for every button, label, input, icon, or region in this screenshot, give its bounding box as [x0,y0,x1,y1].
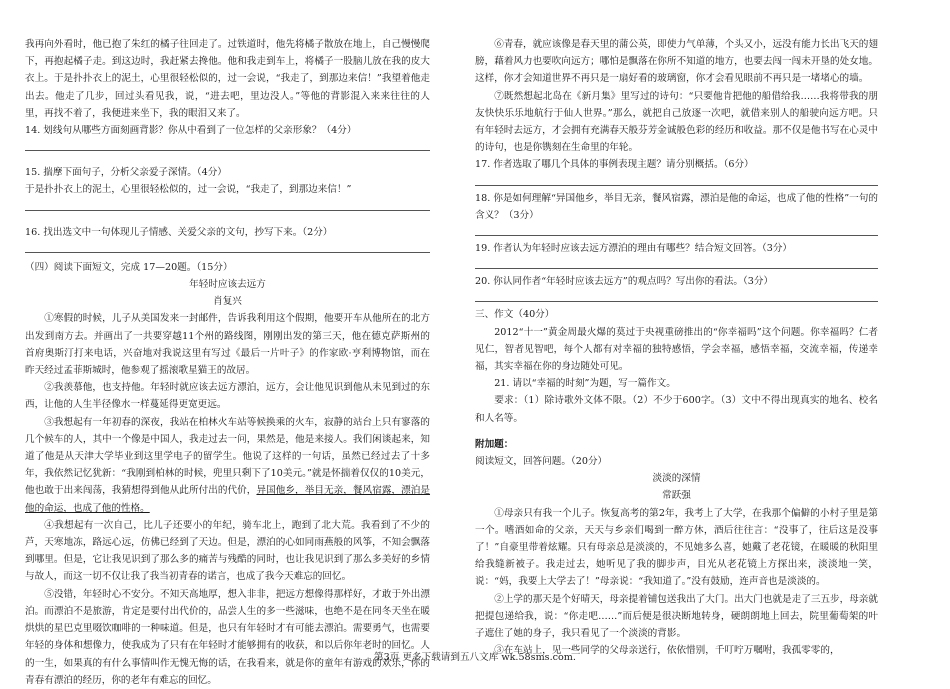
question-14: 14. 划线句从哪些方面刻画背影？你从中看到了一位怎样的父亲形象？（4分） [25,125,357,137]
underlined-sentence: 异国他乡，举目无亲，餐风宿露，漂泊是他的命运，也成了他的性格。 [25,485,431,514]
article-paragraph-3-text: ③我想起有一年初春的深夜，我站在柏林火车站等候换乘的火车，寂静的站台上只有寥落的几个候车的人，其中一个像是中国人，我走过去一问，果然是，他是来接人。我们闲谈起来，知道了他是从天津大学毕业到这里学电子的留学生。他说了这样的一句话，虽然已经过去了十多年，我依然记忆犹新：“我刚到柏林的时候，兜里只剩下了10美元。”就是怀揣着仅仅的10美元，他也敢于出来闯荡，我猜想得到他从此所付出的代价， [25,416,430,497]
bonus-instruction: 阅读短文，回答问题。（20分） [475,456,608,468]
answer-line[interactable] [475,224,878,236]
question-19: 19. 作者认为年轻时应该去远方漂泊的理由有哪些？结合短文回答。（3分） [475,243,793,255]
answer-line[interactable] [475,174,878,186]
article-paragraph-4: ④我想起有一次自己，比儿子还要小的年纪，骑车北上，跑到了北大荒。我看到了不少的芦，天寒地冻，路远心远，仿佛已经到了天边。但是，漂泊的心如同雨燕般的风筝，不知会飘落到哪里。但是，它让我见识到了那么多的痛苦与残酷的同时，也让我见识到了那么多美好的乡情与故人，而这一切不仅让我了我当初青春的诺言，也成了我今天难忘的回忆。 [25,519,430,583]
left-column [25,36,430,689]
article-author: 肖复兴 [213,296,242,308]
paragraph: 我再向外看时，他已抱了朱红的橘子往回走了。过铁道时，他先将橘子散放在地上，自己慢慢爬下，再抱起橘子走。到这边时，我赶紧去搀他。他和我走到车上，将橘子一股脑儿放在我的皮大衣上。于是扑扑衣上的泥土，心里很轻松似的，过一会说，“我走了，到那边来信！”我望着他走出去。他走了几步，回过头看见我，说，“进去吧，里边没人。”等他的背影混入来来往往的人里，再找不着了，我便进来坐下，我的眼泪又来了。 [25,39,430,119]
answer-line[interactable] [25,241,430,253]
essay-question-21: 21. 请以“幸福的时刻”为题，写一篇作文。 [494,378,676,390]
answer-line[interactable] [25,199,430,211]
story-author: 常跃强 [662,490,691,502]
article-paragraph-7: ⑦既然想起北岛在《新月集》里写过的诗句：“只要他肯把他的船借给我……我将带我的朋友快快乐乐地航行于仙人世界。”那么，就把自己放逐一次吧，就借来别人的船驶向远方吧。只有年轻时去远方，才会拥有充满春天般芬芳金诚般色彩的经历和收益。那不仅是他书写在心灵中的诗句，也是你镌刻在生命里的年轮。 [475,90,878,154]
question-18: 18. 你是如何理解“异国他乡，举目无亲，餐风宿露，漂泊是他的命运，也成了他的性格”一句的含义？（3分） [475,192,878,221]
question-16: 16. 找出选文中一句体现儿子情感、关爱父亲的文句，抄写下来。（2分） [25,226,333,238]
article-paragraph-5: ⑤没错，年轻时心不安分。不知天高地厚，想入非非，把远方想像得那样好，才敢于外出漂泊。而漂泊不是旅游，肯定是要付出代价的，品尝人生的多一些滋味，也绝不是在同冬天坐在暖烘烘的星巴克里啜饮咖啡的一种味道。但是，也只有年轻时才有可能去漂泊。需要勇气，也需要年轻的身体和想像力，使我成为了只有在年轻时才能够拥有的收获，和以后你年老时的回忆。人的一生，如果真的有什么事情叫作无愧无悔的话，在我看来，就是你的童年有游戏的欢乐，你的青春有漂泊的经历，你的老年有难忘的回忆。 [25,588,430,686]
section-4-heading: （四）阅读下面短文，完成 17—20题。（15分） [25,261,233,273]
page-footer: 第3页 更多下载请到五八文库 wk.58sms.com. [374,652,576,663]
article-paragraph-2: ②我羡慕他，也支持他。年轻时就应该去远方漂泊，远方，会让他见识到他从未见到过的东西，让他的人生半径像水一样蔓延得更宽更远。 [25,382,430,411]
question-17: 17. 作者选取了哪几个具体的事例表现主题？请分别概括。（6分） [475,159,754,171]
story-paragraph-3: ③在车站上，见一些同学的父母亲送行，依依惜别，千叮咛万嘱咐，我孤零零的， [494,645,840,657]
right-column [475,36,878,660]
story-paragraph-1: ①母亲只有我一个儿子。恢复高考的第2年，我考上了大学，在我那个偏僻的小村子里是第一个。嗜酒如命的父亲，天天与乡亲们喝到一醉方休，酒后往往言：“没事了，往后这是没事了！”自豪里带着炫耀。只有母亲总是淡淡的，不见她多么喜，她戴了老花镜，在暖暖的秋阳里给我缝新被子。我走过去，她听见了我的脚步声，目光从老花镜上方探出来，淡淡地一笑，说：“妈，我要上大学去了！”母亲说：“我知道了。”没有鼓励，连声音也是淡淡的。 [475,507,878,588]
answer-line[interactable] [25,139,430,151]
bonus-heading: 附加题： [475,438,514,450]
question-15: 15. 揣摩下面句子，分析父亲爱子深情。（4分） [25,167,227,179]
article-paragraph-6: ⑥青春，就应该像是春天里的蒲公英，即使力气单薄，个头又小，远没有能力长出飞天的翅膀，藉着风力也要吹向远方；哪怕是飘落在你所不知道的地方，也要去闯一闯未开垦的处女地。这样，你才会知道世界不再只是一扇好看的玻璃窗，你才会看见眼前不再只是一堵堵心的墙。 [475,39,878,85]
section-3-heading: 三、作文（40分） [475,309,555,321]
article-paragraph-3 [25,414,430,517]
story-paragraph-2: ②上学的那天是个好晴天，母亲提着铺包送我出了大门。出大门也就是走了三五步，母亲就把提包递给我，说：“你走吧……”而后便是很决断地转身，硬朗朗地上回去，院里葡萄架的叶子遮住了她的身子，我只看见了一个淡淡的背影。 [475,593,878,640]
question-20: 20. 你认同作者“年轻时应该去远方”的观点吗？写出你的看法。（3分） [475,276,774,288]
story-title: 淡淡的深情 [652,473,701,485]
essay-requirements: 要求：（1）除诗歌外文体不限。（2）不少于600字。（3）文中不得出现真实的地名、校名和人名等。 [475,395,878,424]
answer-line[interactable] [475,290,878,302]
article-paragraph-1: ①寒假的时候，儿子从美国发来一封邮件，告诉我利用这个假期，他要开车从他所在的北方出发到南方去。并画出了一共要穿越11个州的路线图，刚刚出发的第三天，他在德克萨斯州的首府奥斯汀打来电话，兴奋地对我说这里有写过《最后一片叶子》的作家欧·亨利博物馆，而在昨天经过孟菲斯城时，他参观了摇滚歌星猫王的故居。 [25,313,430,377]
answer-line[interactable] [475,257,878,269]
essay-prompt: 2012“十一”黄金周最火爆的莫过于央视重磅推出的“你幸福吗”这个问题。你幸福吗？仁者见仁，智者见智吧，每个人都有对幸福的独特感悟，学会幸福，感悟幸福，交流幸福，传递幸福，其实幸福在你的身边随处可见。 [475,326,878,373]
question-15-sentence: 于是扑扑衣上的泥土，心里很轻松似的，过一会说，“我走了，到那边来信！” [25,184,352,196]
article-title: 年轻时应该去远方 [189,279,266,291]
